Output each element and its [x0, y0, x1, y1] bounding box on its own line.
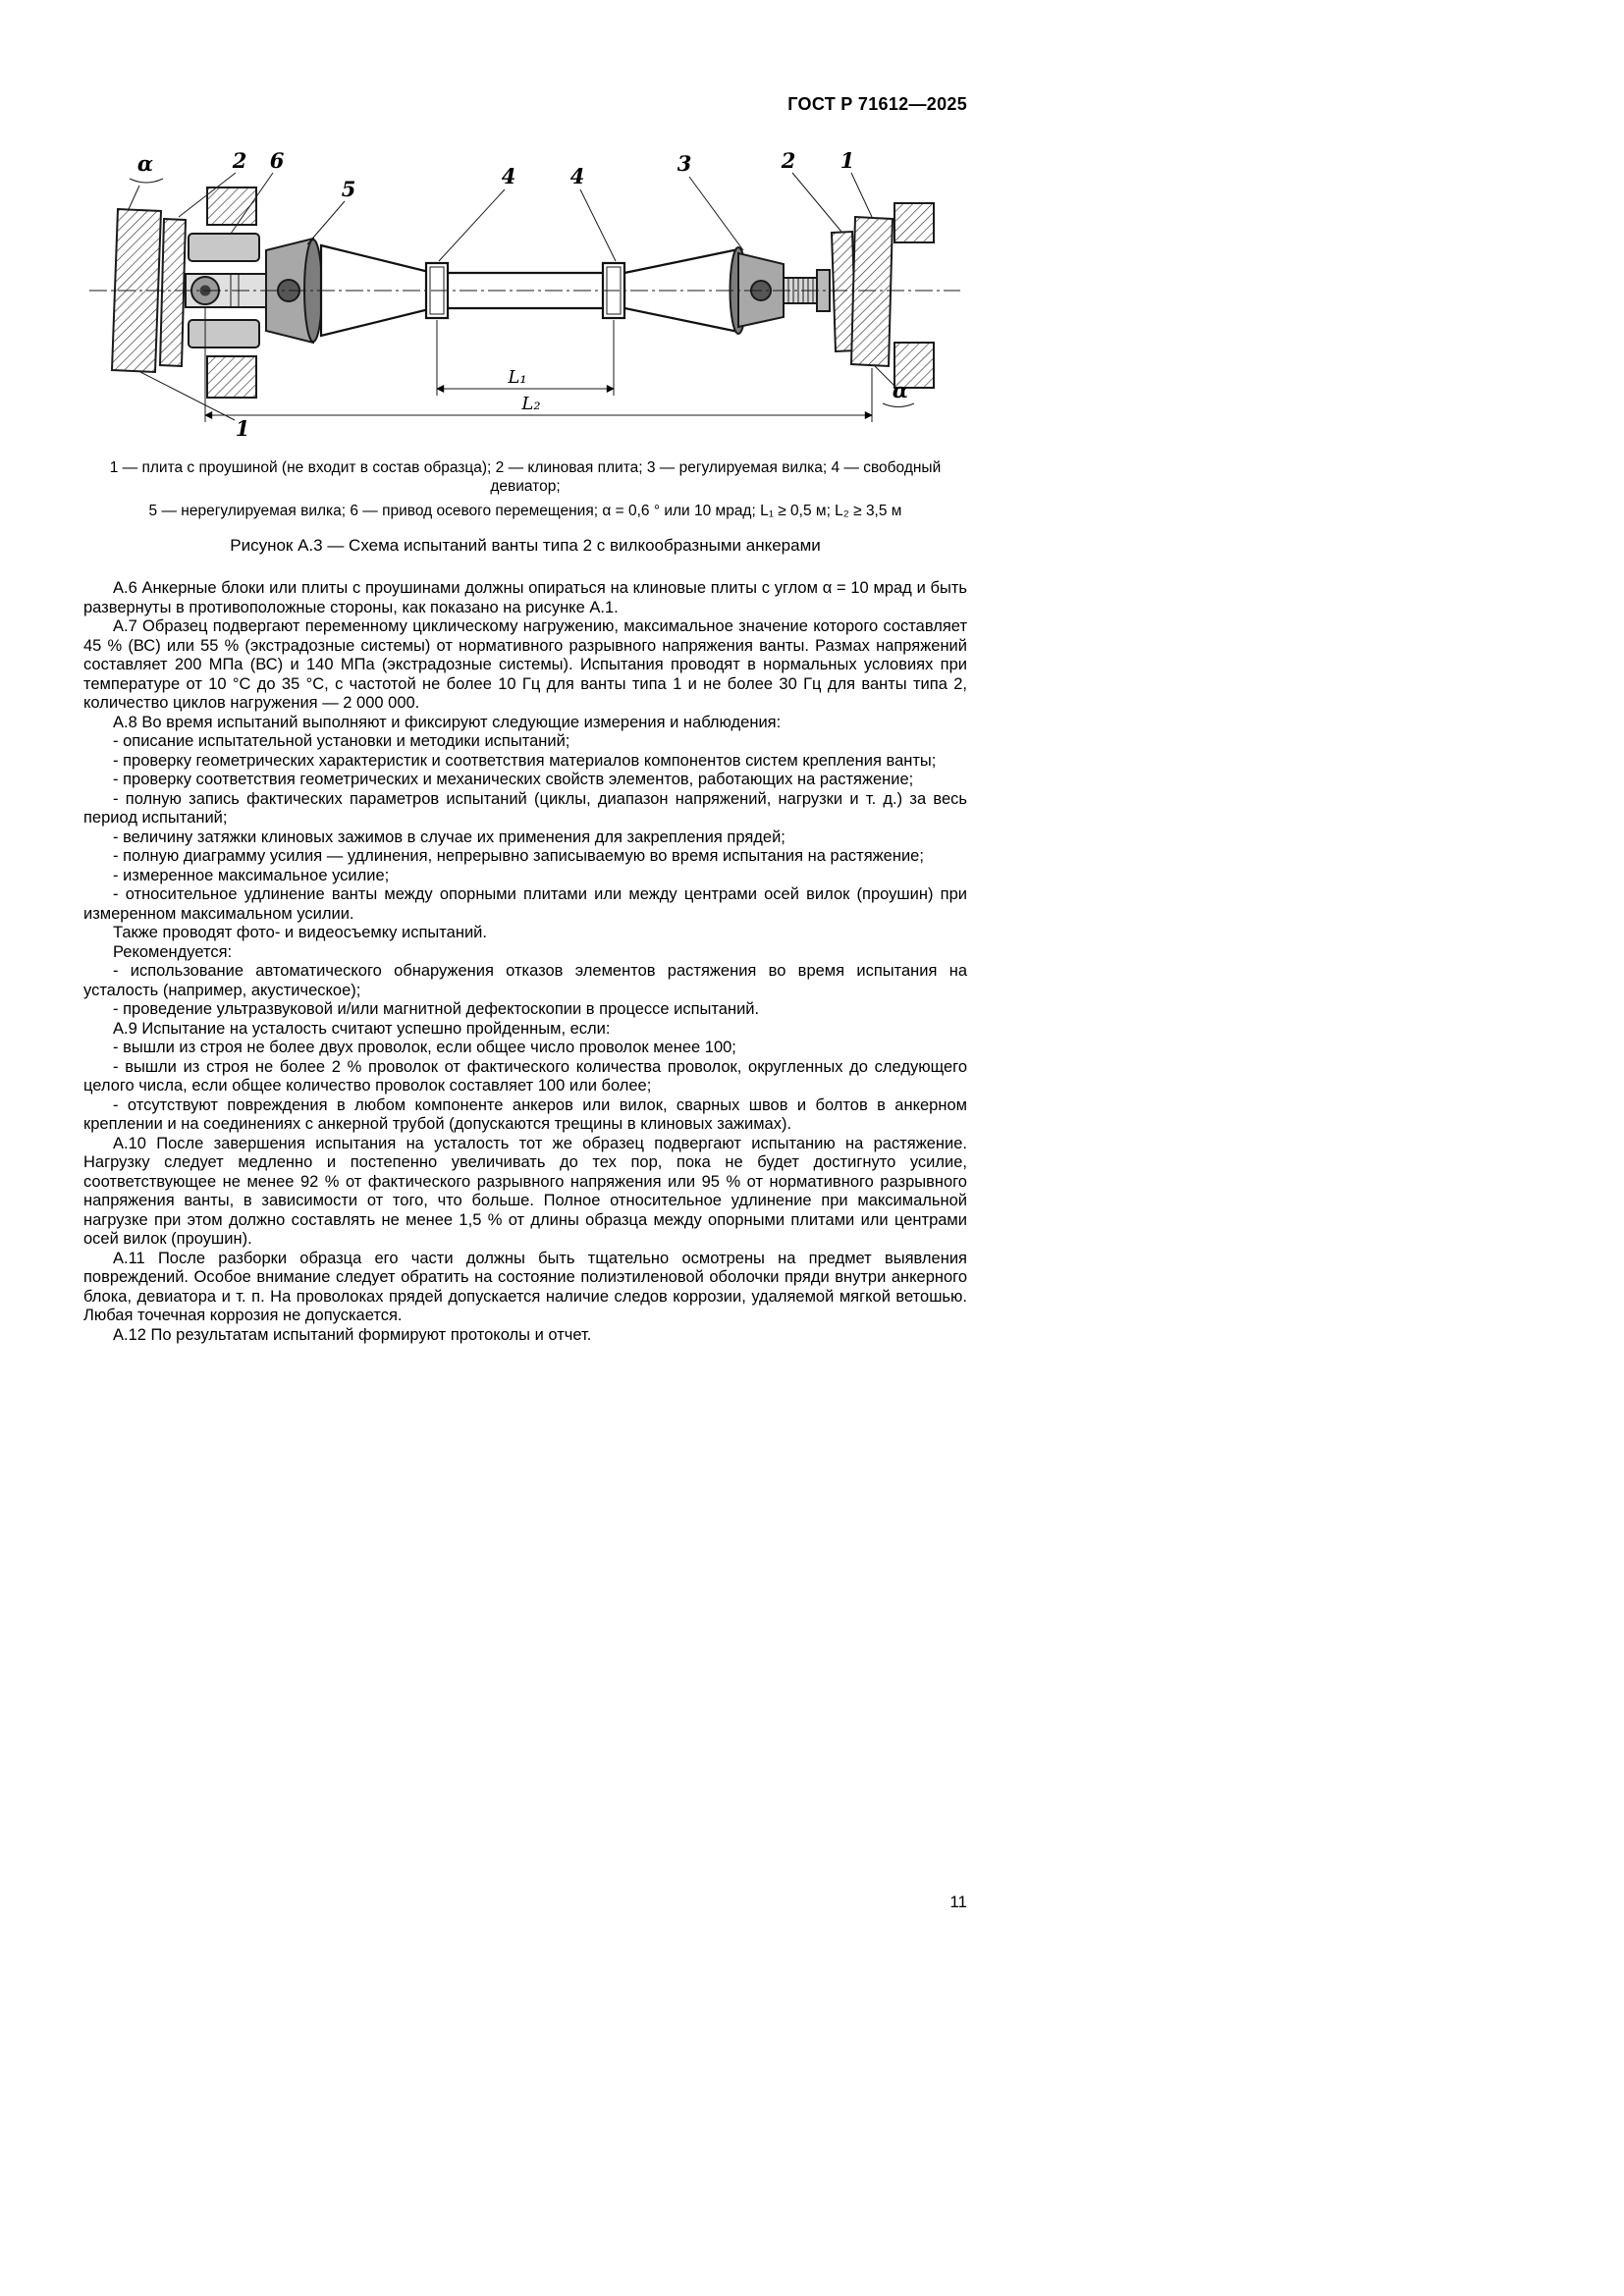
list-item: - отсутствуют повреждения в любом компоненте анкеров или вилок, сварных швов и болтов в анкерном креплении и на соединениях с анкерной трубой (допускаются трещины в клиновых зажимах).	[83, 1095, 967, 1133]
callout-2-right: 2	[781, 148, 796, 173]
callout-3: 3	[677, 151, 692, 176]
callout-5: 5	[341, 177, 356, 201]
callout-4-left: 4	[501, 164, 516, 188]
paragraph-a12: А.12 По результатам испытаний формируют протоколы и отчет.	[113, 1325, 592, 1344]
paragraph-a10: А.10 После завершения испытания на усталость тот же образец подвергают испытанию на растяжение. Нагрузку следует медленно и постепенно увеличивать до тех пор, пока не будет достигнуто усилие, соответствующее не менее 92 % от фактического разрывного напряжения или 95 % от нормативного разрывного напряжения ванты, в зависимости от того, что больше. Полное относительное удлинение при максимальной нагрузке при этом должно составлять не менее 1,5 % от длины образца между опорными плитами или центрами осей вилок (проушин).	[83, 1134, 967, 1248]
doc-header: ГОСТ Р 71612—2025	[787, 94, 967, 114]
figure-drawing	[83, 148, 967, 448]
callout-alpha-left: α	[136, 151, 154, 176]
figure-a3	[83, 148, 967, 453]
figure-legend-line1: 1 — плита с проушиной (не входит в состав образца); 2 — клиновая плита; 3 — регулируемая вилка; 4 — свободный девиатор;	[109, 459, 942, 495]
dimension-l1	[437, 320, 614, 396]
paragraph-a11: А.11 После разборки образца его части должны быть тщательно осмотрены на предмет выявления повреждений. Особое внимание следует обратить на состояние полиэтиленовой оболочки пряди внутри анкерного блока, девиатора и т. п. На проволоках прядей допускается наличие следов коррозии, удаляемой мягкой ветошью. Любая точечная коррозия не допускается.	[83, 1249, 967, 1324]
paragraph-a9: А.9 Испытание на усталость считают успешно пройденным, если:	[113, 1019, 611, 1038]
dimension-l1-label: L₁	[508, 367, 527, 388]
list-item: - описание испытательной установки и методики испытаний;	[113, 732, 570, 750]
right-anchor-assembly	[731, 203, 935, 388]
list-item: - вышли из строя не более двух проволок, если общее число проволок менее 100;	[113, 1039, 736, 1056]
list-item: - проверку геометрических характеристик и соответствия материалов компонентов систем крепления ванты;	[113, 751, 937, 770]
list-item: - полную диаграмму усилия — удлинения, непрерывно записываемую во время испытания на растяжение;	[113, 847, 924, 865]
list-item: - проведение ультразвуковой и/или магнитной дефектоскопии в процессе испытаний.	[113, 1000, 760, 1018]
callout-4-right: 4	[569, 164, 585, 188]
list-item: - измеренное максимальное усилие;	[113, 866, 390, 884]
body-text	[83, 579, 967, 1345]
callout-1-left: 1	[235, 416, 250, 441]
page-content	[83, 0, 967, 1345]
paragraph-a7: А.7 Образец подвергают переменному циклическому нагружению, максимальное значение которого составляет 45 % (ВС) или 55 % (экстрадозные системы) от нормативного разрывного напряжения ванты. Размах напряжений составляет 200 МПа (ВС) и 140 МПа (экстрадозные системы). Испытания проводят в нормальных условиях при температуре от 10 °С до 35 °С, с частотой не более 10 Гц для ванты типа 1 и не более 30 Гц для ванты типа 2, количество циклов нагружения — 2 000 000.	[83, 617, 967, 712]
list-item: - полную запись фактических параметров испытаний (циклы, диапазон напряжений, нагрузки и т. д.) за весь период испытаний;	[83, 789, 967, 827]
figure-legend-line2: 5 — нерегулируемая вилка; 6 — привод осевого перемещения; α = 0,6 ° или 10 мрад; L₁ ≥ 0,5 м; L₂ ≥ 3,5 м	[148, 503, 902, 519]
list-item: - относительное удлинение ванты между опорными плитами или между центрами осей вилок (проушин) при измеренном максимальном усилии.	[83, 885, 967, 923]
list-item: - вышли из строя не более 2 % проволок от фактического количества проволок, округленных до следующего целого числа, если общее количество проволок составляет 100 или более;	[83, 1057, 967, 1095]
dimension-l2-label: L₂	[521, 394, 541, 414]
callout-6: 6	[269, 148, 285, 173]
figure-title: Рисунок А.3 — Схема испытаний ванты типа 2 с вилкообразными анкерами	[230, 536, 821, 555]
left-anchor-assembly	[112, 187, 322, 398]
page-number: 11	[949, 1893, 967, 1911]
paragraph-a8: А.8 Во время испытаний выполняют и фиксируют следующие измерения и наблюдения:	[113, 713, 782, 731]
paragraph-photo-video: Также проводят фото- и видеосъемку испытаний.	[113, 924, 487, 941]
list-item: - использование автоматического обнаружения отказов элементов растяжения во время испытания на усталость (например, акустическое);	[83, 962, 967, 999]
paragraph-recommended: Рекомендуется:	[113, 942, 233, 961]
paragraph-a6: А.6 Анкерные блоки или плиты с проушинами должны опираться на клиновые плиты с углом α = 10 мрад и быть развернуты в противоположные стороны, как показано на рисунке А.1.	[83, 579, 967, 616]
callout-alpha-right: α	[892, 378, 909, 402]
list-item: - проверку соответствия геометрических и механических свойств элементов, работающих на растяжение;	[113, 771, 914, 788]
callout-2-left: 2	[232, 148, 247, 173]
callout-1-right: 1	[839, 148, 855, 173]
list-item: - величину затяжки клиновых зажимов в случае их применения для закрепления прядей;	[113, 828, 785, 846]
